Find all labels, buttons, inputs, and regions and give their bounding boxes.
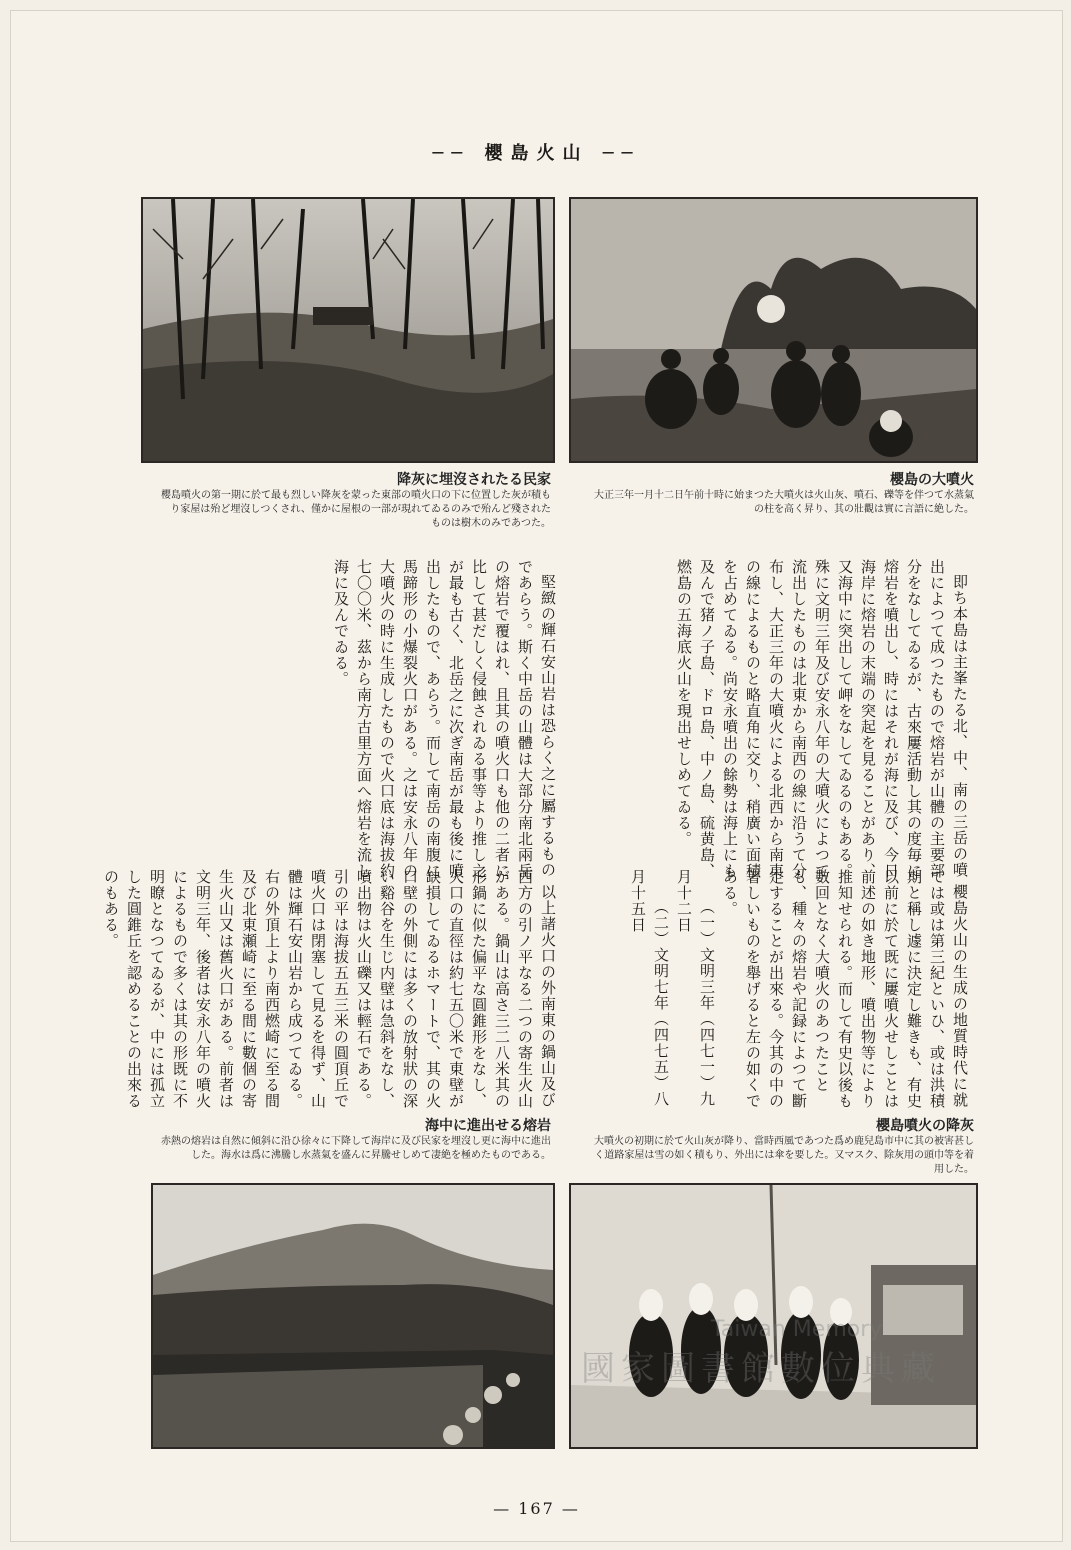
running-header: ── 櫻島火山 ── — [432, 143, 641, 164]
caption-title: 降灰に埋沒されたる民家 — [397, 472, 551, 488]
forest-photo-illustration — [143, 199, 553, 461]
photo-great-eruption — [569, 197, 978, 463]
paragraph: 櫻島火山の生成の地質時代に就ては或は第三紀といひ、或は洪積期と稱し遽に決定し難きも、有史以前に於て既に屢噴火せしことは前述の如き地形、噴出物等により推知せられる。而して有史以後も數回となく大噴火のあつたことも、種々の熔岩や記録によつて斷定することが出來る。今其の中の著しいものを舉げると左の如くである。 — [721, 869, 969, 1109]
caption-body: 櫻島噴火の第一期に於て最も烈しい降灰を蒙った東部の噴火口の下に位置した灰が積もり家屋は殆ど埋沒しつくされ、僅かに屋根の一部が現れてゐるのみで殆んど殘されたものは樹木のみであつた。 — [161, 490, 551, 529]
list-item: （一）文明三年（四七一）九月十二日 — [675, 869, 716, 1107]
list-item: （二）文明七年（四七五）八月十五日 — [629, 869, 670, 1107]
caption-title: 櫻島噴火の降灰 — [876, 1118, 974, 1134]
body-text-upper-right — [571, 559, 971, 879]
caption-lava-into-sea — [161, 1119, 551, 1163]
document-page — [10, 10, 1063, 1542]
caption-title: 櫻島の大噴火 — [890, 472, 974, 488]
watermark-library: 國家圖書館數位典藏 — [581, 1349, 941, 1389]
photo-ashfall — [569, 1183, 978, 1449]
watermark-subtext: Taiwan Memory — [711, 1317, 883, 1342]
ashfall-photo-illustration — [571, 1185, 976, 1447]
caption-title: 海中に進出せる熔岩 — [425, 1118, 551, 1134]
photo-buried-houses — [141, 197, 555, 463]
paragraph: 堅緻の輝石安山岩は恐らく之に屬するものであらう。斯く中岳の山體は大部分南北兩岳の熔岩で覆はれ、且其の噴火口も他の二者に比して甚だしく侵蝕されゐる事等より推し之が最も古く、北岳之に次ぎ南岳が最も後に噴出したもので、あらう。而して南岳の南腹に馬蹄形の小爆裂火口がある。之は安永八年の大噴火の時に生成したもので火口底は海拔約七〇〇米、茲から南方古里方面へ熔岩を流し海に及んでゐる。 — [332, 559, 557, 879]
eruption-photo-illustration — [571, 199, 976, 461]
body-text-lower-right — [571, 869, 971, 1109]
paragraph: 以上諸火口の外南東の鍋山及び西方の引ノ平なる二つの寄生火山がある。鍋山は高さ三二八米其の形鍋に似た偏平な圓錐形をなし、火口の直徑は約七五〇米で東壁が缺損してゐるホマートで、其の火口壁の外側には多くの放射狀の深い谿谷を生じ内壁は急斜をなし、噴出物は火山礫又は輕石である。引の平は海拔五五三米の圓頂丘で噴火口は閉塞して見るを得ず、山體は輝石安山岩から成つてゐる。右の外頂上より南西燃崎に至る間及び北東瀬崎に至る間に數個の寄生火山又は舊火口がある。前者は文明三年、後者は安永八年の噴火によるもので多くは其の形既に不明瞭となつてゐるが、中には孤立した圓錐丘を認めることの出來るのもある。 — [102, 869, 557, 1109]
caption-body: 赤熱の熔岩は自然に傾斜に沿ひ徐々に下降して海岸に及び民家を埋沒し更に海中に進出した。海水は爲に沸騰し水蒸氣を盛んに昇騰せしめて凄絶を極めたものである。 — [161, 1136, 551, 1161]
caption-buried-houses — [161, 473, 551, 531]
body-text-lower-left — [102, 869, 559, 1109]
caption-great-eruption — [586, 473, 974, 517]
photo-lava-into-sea — [151, 1183, 555, 1449]
page-number: — 167 — — [493, 1499, 580, 1518]
paragraph: 即ち本島は主峯たる北、中、南の三岳の噴出によつて成つたもので熔岩が山體の主要部分をなしてゐるが、古來屢活動し其の度毎に熔岩を噴出し、時にはそれが海に及び、今日海岸に熔岩の末端の突起を見ることがあり、又海中に突出して岬をなしてゐるのもある。殊に文明三年及び安永八年の大噴火によつて流出したものは北東から南西の線に沿うて分布し、大正三年の大噴火による北西から南東の線によるものと略直角に交り、稍廣い面積を占めてゐる。尚安永噴出の餘勢は海上にも及んで猪ノ子島、ドロ島、中ノ島、硫黄島、燃島の五海底火山を現出せしめてゐる。 — [675, 559, 969, 879]
body-text-upper-left — [139, 559, 559, 879]
lava-sea-photo-illustration — [153, 1185, 553, 1447]
caption-body: 大正三年一月十二日午前十時に始まつた大噴火は火山灰、噴石、礫等を伴つて水蒸氣の柱を高く昇り、其の壯觀は實に言語に絶した。 — [594, 490, 974, 515]
caption-ashfall — [586, 1119, 974, 1177]
caption-body: 大噴火の初期に於て火山灰が降り、當時西風であつた爲め鹿兒島市中に其の被害甚しく道路家屋は雪の如く積もり、外出には傘を要した。又マスク、除灰用の頭巾等を着用した。 — [594, 1136, 974, 1175]
